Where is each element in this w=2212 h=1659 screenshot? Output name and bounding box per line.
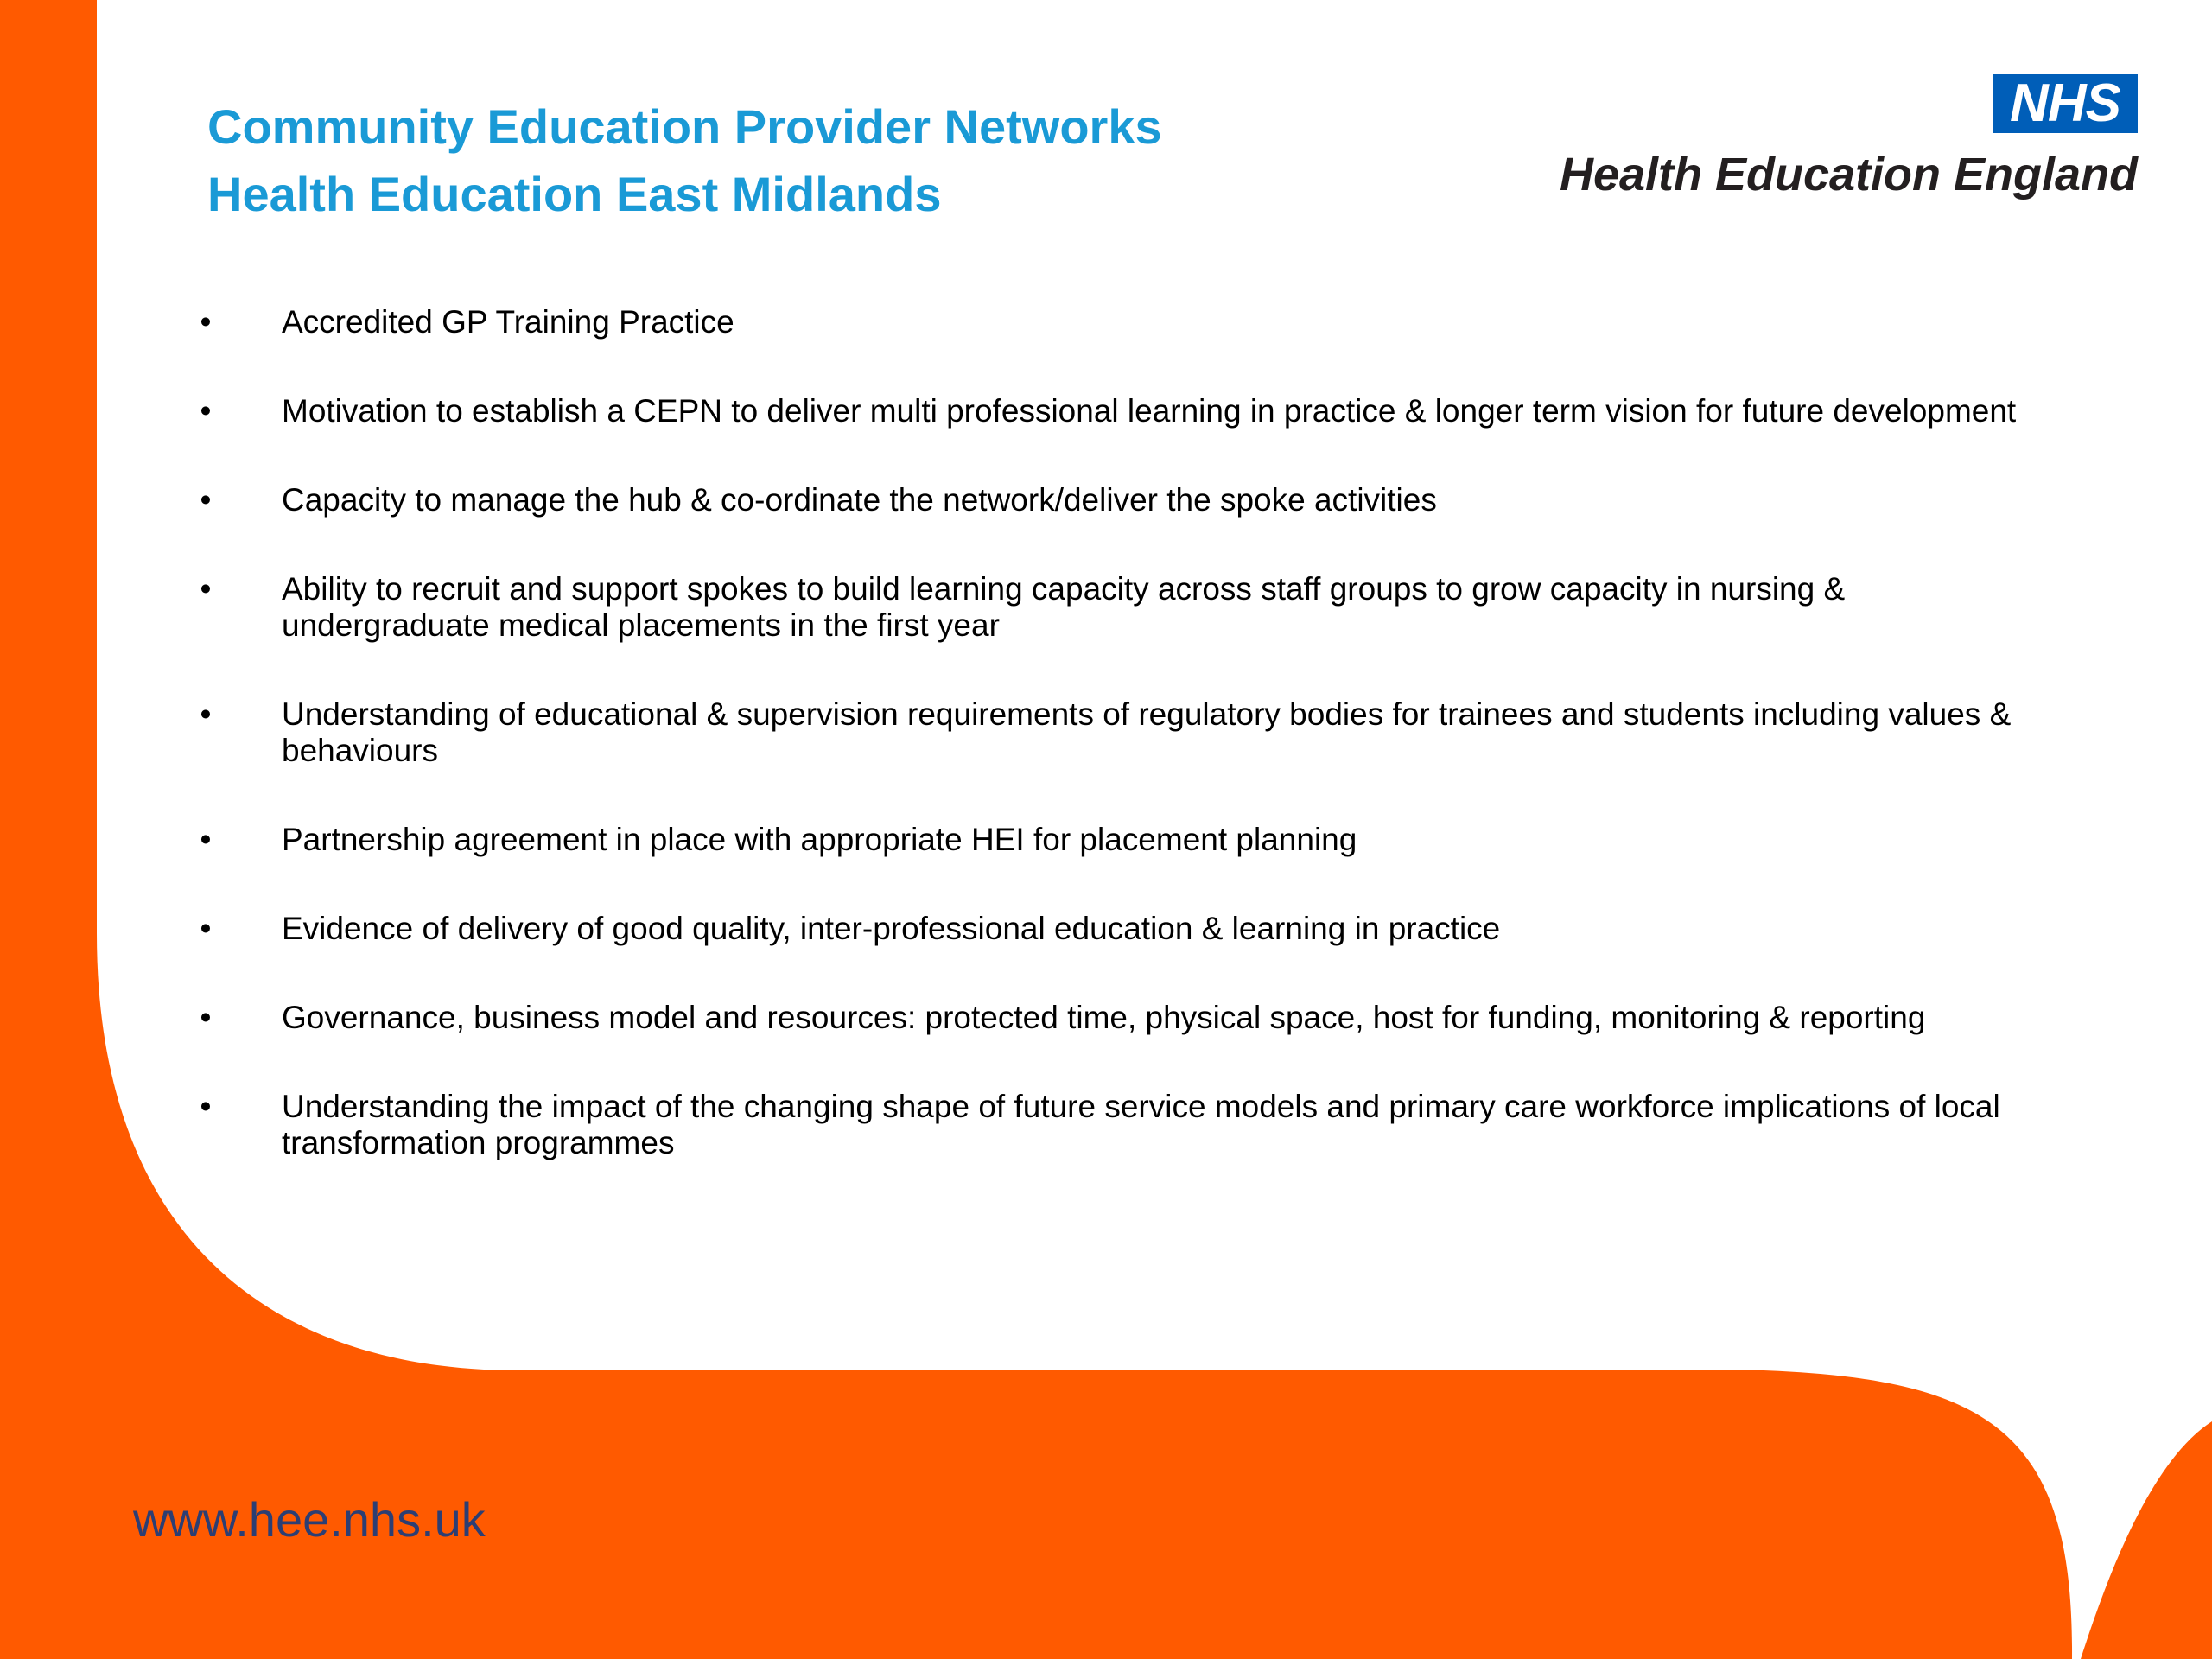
list-item xyxy=(195,1089,2044,1161)
list-item-text: Understanding of educational & supervision requirements of regulatory bodies for trainees and students including values & behaviours xyxy=(282,696,2012,768)
list-item-text: Accredited GP Training Practice xyxy=(282,304,734,340)
criteria-list xyxy=(195,304,2044,1214)
list-item xyxy=(195,571,2044,644)
list-item xyxy=(195,696,2044,769)
list-item xyxy=(195,393,2044,429)
list-item xyxy=(195,482,2044,518)
title-line-1: Community Education Provider Networks xyxy=(207,99,1162,154)
bullet-icon: • xyxy=(200,393,212,429)
list-item-text: Governance, business model and resources: protected time, physical space, host for funding, monitoring & reporting xyxy=(282,1000,1926,1035)
list-item xyxy=(195,822,2044,858)
nhs-hee-logo xyxy=(1516,74,2138,204)
bullet-icon: • xyxy=(200,1000,212,1035)
title-line-2: Health Education East Midlands xyxy=(207,167,942,221)
bullet-icon: • xyxy=(200,482,212,518)
slide-title xyxy=(207,93,1162,228)
list-item xyxy=(195,1000,2044,1036)
list-item-text: Understanding the impact of the changing shape of future service models and primary care workforce implications of local transformation programmes xyxy=(282,1089,2000,1160)
list-item xyxy=(195,304,2044,340)
bullet-icon: • xyxy=(200,822,212,857)
logo-org-name: Health Education England xyxy=(1559,149,2138,200)
bullet-icon: • xyxy=(200,304,212,340)
list-item-text: Partnership agreement in place with appropriate HEI for placement planning xyxy=(282,822,1357,857)
bullet-icon: • xyxy=(200,696,212,732)
footer-url-link[interactable]: www.hee.nhs.uk xyxy=(133,1492,486,1547)
bullet-icon: • xyxy=(200,571,212,607)
list-item-text: Evidence of delivery of good quality, inter-professional education & learning in practice xyxy=(282,911,1501,946)
bullet-icon: • xyxy=(200,1089,212,1124)
bullet-icon: • xyxy=(200,911,212,946)
list-item-text: Motivation to establish a CEPN to deliver multi professional learning in practice & longer term vision for future development xyxy=(282,393,2017,429)
nhs-badge: NHS xyxy=(1993,74,2138,133)
list-item-text: Capacity to manage the hub & co-ordinate the network/deliver the spoke activities xyxy=(282,482,1437,518)
list-item xyxy=(195,911,2044,947)
list-item-text: Ability to recruit and support spokes to build learning capacity across staff groups to grow capacity in nursing & undergraduate medical placements in the first year xyxy=(282,571,1846,643)
orange-corner-accent xyxy=(2081,1421,2212,1659)
